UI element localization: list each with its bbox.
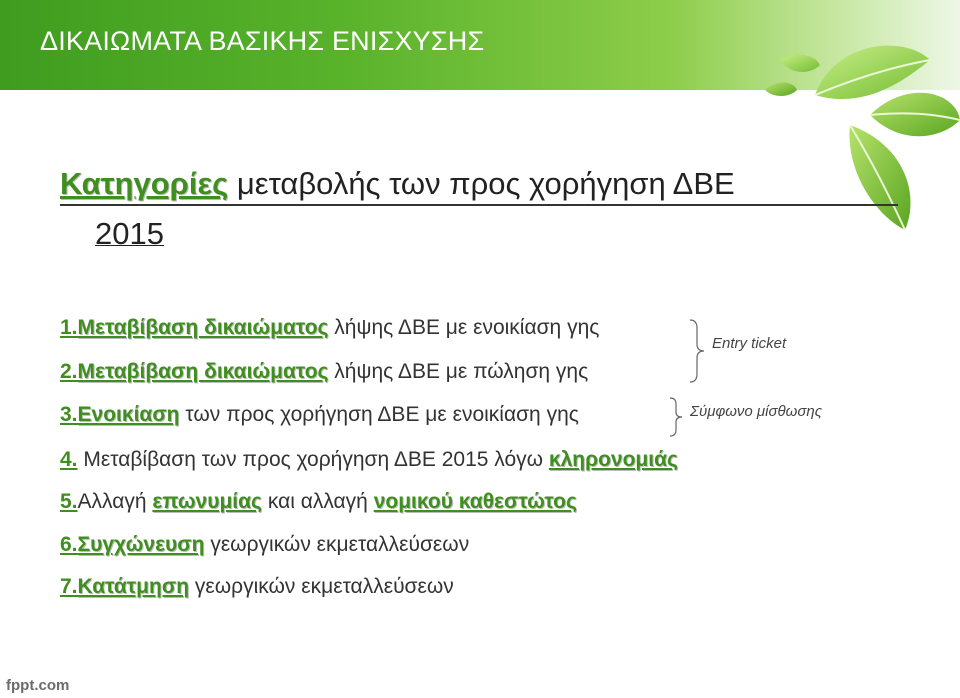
right-brace-icon xyxy=(688,318,706,384)
list-item xyxy=(60,403,579,427)
list-item xyxy=(60,316,599,340)
item-keyword: Μεταβίβαση δικαιώματος xyxy=(77,316,329,339)
item-number: 5. xyxy=(60,490,78,513)
subtitle-line-2: 2015 xyxy=(95,216,164,251)
item-text: γεωργικών εκμεταλλεύσεων xyxy=(189,575,454,598)
list-item xyxy=(60,490,577,514)
item-number: 6. xyxy=(60,533,78,556)
subtitle-line-1 xyxy=(60,166,898,206)
item-text: γεωργικών εκμεταλλεύσεων xyxy=(204,533,470,556)
item-number: 3. xyxy=(60,403,78,426)
item-keyword: νομικού καθεστώτος xyxy=(373,490,577,513)
page-title: ΔΙΚΑΙΩΜΑΤΑ ΒΑΣΙΚΗΣ ΕΝΙΣΧΥΣΗΣ xyxy=(40,26,485,56)
entry-ticket-note: Entry ticket xyxy=(712,335,787,352)
lease-note: Σύμφωνο μίσθωσης xyxy=(690,403,823,420)
item-text: και αλλαγή xyxy=(261,490,374,513)
item-keyword: Κατάτμηση xyxy=(77,575,190,598)
footer-logo: fppt.com xyxy=(6,677,70,694)
item-keyword: Συγχώνευση xyxy=(77,533,205,556)
item-keyword: κληρονομιάς xyxy=(548,448,678,471)
item-number: 7. xyxy=(60,575,78,598)
list-item xyxy=(60,448,678,472)
item-text: λήψης ΔΒΕ με πώληση γης xyxy=(328,360,589,383)
item-text: Μεταβίβαση των προς χορήγηση ΔΒΕ 2015 λόγω xyxy=(77,448,549,471)
subtitle-keyword: Κατηγορίες xyxy=(60,166,229,201)
item-number: 4. xyxy=(60,448,78,471)
item-keyword: Μεταβίβαση δικαιώματος xyxy=(77,360,329,383)
right-brace-icon xyxy=(668,396,684,438)
item-number: 1. xyxy=(60,316,78,339)
item-keyword: Ενοικίαση xyxy=(77,403,180,426)
item-text: λήψης ΔΒΕ με ενοικίαση γης xyxy=(328,316,600,339)
item-text: των προς χορήγηση ΔΒΕ με ενοικίαση γης xyxy=(179,403,579,426)
list-item xyxy=(60,533,469,557)
item-keyword: επωνυμίας xyxy=(152,490,262,513)
list-item xyxy=(60,575,454,599)
item-number: 2. xyxy=(60,360,78,383)
item-text: Αλλαγή xyxy=(77,490,153,513)
list-item xyxy=(60,360,588,384)
subtitle-text: μεταβολής των προς χορήγηση ΔΒΕ xyxy=(228,166,735,201)
